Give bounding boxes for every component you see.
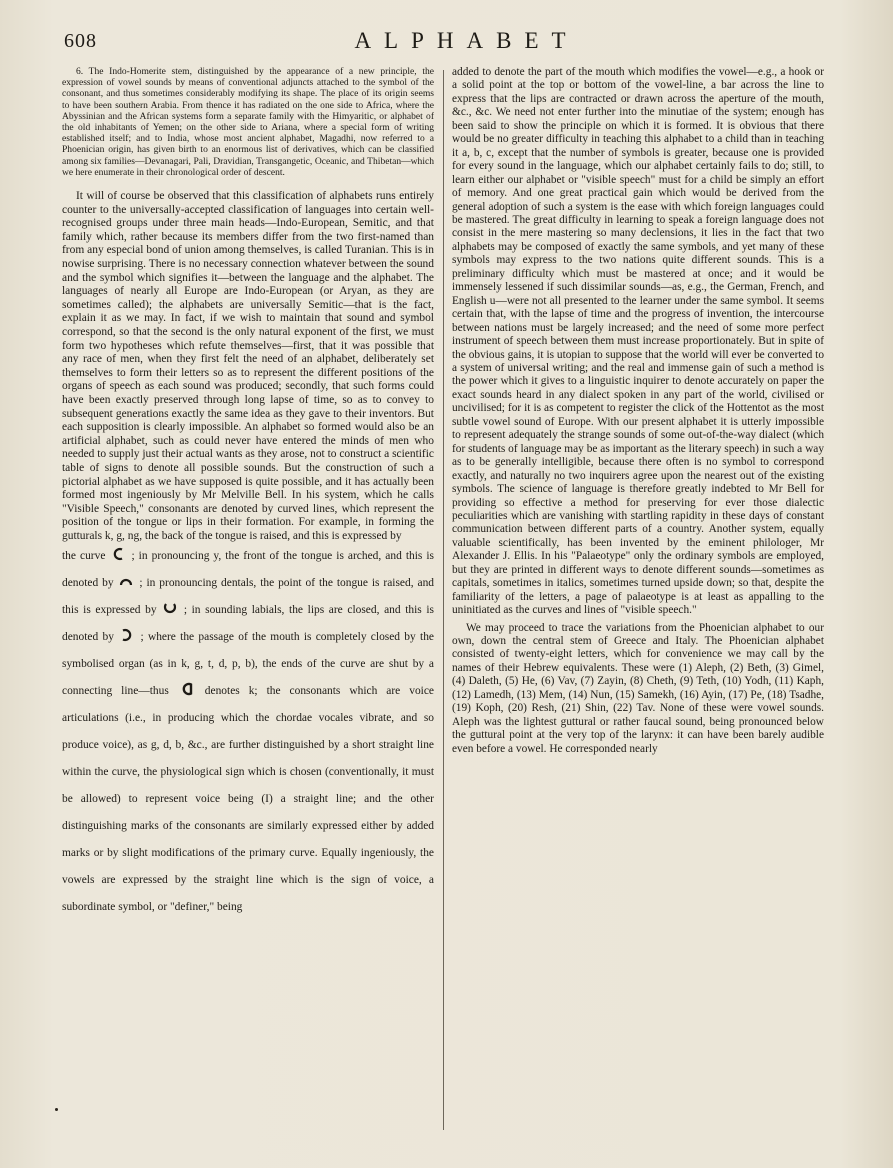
column-divider <box>443 70 444 1130</box>
text-segment: ; in sounding labials, the lips are closed, and this is denoted by <box>62 604 434 644</box>
text-segment: ; in pronouncing dentals, the point of the tongue is raised, and this is expressed by <box>62 577 434 617</box>
body-paragraph: We may proceed to trace the variations from the Phoenician alphabet to our own, down the central stem of Greece and Italy. The Phoenician alphabet consisted of twenty-eight letters, which for convenience we may call by the names of their Hebrew equivalents. These were (1) Aleph, (2) Beth, (3) Gimel, (4) Daleth, (5) He, (6) Vav, (7) Zayin, (8) Cheth, (9) Teth, (10) Yodh, (11) Kaph, (12) Lamedh, (13) Mem, (14) Nun, (15) Samekh, (16) Ayin, (17) Pe, (18) Tsadhe, (19) Koph, (20) Resh, (21) Shin, (22) Tav. None of these were vowel sounds. Aleph was the lightest guttural or rather faucal sound, being pronounced below the guttural point at the very top of the larynx: it can have been barely audible even before a vowel. He corresponded nearly <box>452 621 824 755</box>
body-paragraph: added to denote the part of the mouth which modifies the vowel—e.g., a hook or a solid point at the top or bottom of the vowel-line, a bar across the line to express that the lips are contracted or drawn across the aperture of the mouth, &c., &c. We need not enter further into the minutiae of the system; enough has been said to show the principle on which it is formed. It is obvious that there would be no greater difficulty in teaching this alphabet to a child than in teaching it a, b, c, except that the number of symbols is greater, because one is provided for every sound in the language, which our alphabet certainly fails to do; still, to learn either our alphabet or "visible speech" must for a child be simply an effort of memory. And one great practical gain which would be derived from the general adoption of such a system is the ease with which foreign languages could be mastered. The great difficulty in learning to speak a foreign language does not consist in the mere mastering so many declensions, it lies in the fact that two alphabets may be composed of exactly the same symbols, and yet many of these symbols may express to the two nations quite different sounds. This is a preliminary difficulty which must be mastered at once; and it would be immensely lessened if such dissimilar sounds—as, e.g., the German, French, and English u—were not all presented to the learner under the same symbol. It seems certain that, with the lapse of time and the progress of invention, the intercourse between nations must be largely increased; and the need of some more perfect instrument of speech between them must increase proportionately. But in spite of the obvious gains, it is utopian to suppose that the world will ever be converted to a system of universal writing; and the real and immense gain of such a method is the power which it gives to a linguistic inquirer to denote accurately on paper the exact sounds heard in any dialect spoken in any part of the world, civilised or uncivilised; for it is as competent to register the click of the Hottentot as the most subtle vowel sound of Europe. With our present alphabet it is utterly impossible to represent adequately the strange sounds of some out-of-the-way dialect (which for students of language may be as important as the literary speech) in such a way as to be generally intelligible, because there often is no symbol to correspond exactly, and naturally no two inquirers agree upon the nearest out of the existing symbols. The science of language is therefore greatly indebted to Mr Bell for providing so effective a method for preserving for ever those dialectic peculiarities which are vanishing with startling rapidity in these days of constant communication between different parts of a country. Another system, equally valuable scientifically, has been invented by the eminent philologer, Mr Alexander J. Ellis. In his "Palaeotype" only the ordinary symbols are employed, but they are printed in different ways to denote different sounds—sometimes as capitals, sometimes in italics, sometimes turned upside down; so that, despite the familiarity of the letters, a page of palaeotype is at least as appalling to the uninitiated as the curves and lines of "visible speech." <box>452 66 824 617</box>
left-column <box>62 66 434 1136</box>
text-segment: denotes k; the consonants which are voice articulations (i.e., in producing which the chordae vocales vibrate, and so produce voice), as g, d, b, &c., are further distinguished by a short straight line within the curve, the physiological sign which is chosen (conventionally, it must be allowed) to represent voice being (I) a straight line; and the other distinguishing marks of the consonants are similarly expressed either by added marks or by slight modifications of the primary curve. Equally ingeniously, the vowels are expressed by the straight line which is the sign of voice, a subordinate symbol, or "definer," being <box>62 685 434 914</box>
body-paragraph: It will of course be observed that this classification of alphabets runs entirely counter to the universally-accepted classification of languages into certain well-recognised groups under three main heads—Indo-European, Semitic, and that family which, rather because its members differ from the two first-named than from any especial bond of union among themselves, is called Turanian. This is in nowise surprising. There is no necessary connection whatever between the sound and the symbol which signifies it—between the language and the alphabet. The languages of nearly all Europe are Indo-European (or Aryan, as they are sometimes called); the alphabets are universally Semitic—that is the fact, explain it as we may. In fact, if we wish to maintain that sound and symbol correspond, so that the second is the only natural exponent of the first, we must form two hypotheses which refute themselves—first, that it was possible that any race of men, when they first felt the need of an alphabet, deliberately set themselves to form their letters so as to represent the different positions of the organs of speech as each sound was produced; secondly, that such forms could have been exactly preserved through long lapse of time, so as to convey to subsequent generations exactly the same idea as they gave to their inventors. But each supposition is clearly impossible. An alphabet so formed would also be an artificial alphabet, such as could never have entered the minds of men who needed to supply just their actual wants as they arose, not to construct a scientific table of signs to denote all possible sounds. But the construction of such a pictorial alphabet as we have supposed is quite possible, and it has actually been formed most ingeniously by Mr Melville Bell. In his system, which he calls "Visible Speech," consonants are denoted by curved lines, which represent the position of the tongue or lips in their formation. For example, in forming the gutturals k, g, ng, the back of the tongue is raised, and this is expressed by <box>62 190 434 542</box>
back-curve-symbol-icon <box>111 547 125 561</box>
closed-curve-symbol-icon <box>180 682 194 696</box>
right-column <box>452 66 824 1136</box>
front-arch-symbol-icon <box>119 574 133 588</box>
small-print-paragraph: 6. The Indo-Homerite stem, distinguished by the appearance of a new principle, the expression of vowel sounds by means of conventional adjuncts attached to the symbol of the consonant, and thus sometimes considerably modifying its shape. The place of its origin seems to have been southern Arabia. From thence it has radiated on the one side to Africa, where the Abyssinian and the African systems form a separate family with the Himyaritic, or alphabet of the old inhabitants of Yemen; on the other side to Ariana, where a special form of writing established itself; and to India, whose most ancient alphabet, Magadhi, now referred to a Phoenician origin, has given birth to an enormous list of derivatives, which can be classified among six families—Devanagari, Pali, Dravidian, Transgangetic, Oceanic, and Thibetan—which we here enumerate in their chronological order of descent. <box>62 66 434 178</box>
page-number: 608 <box>64 30 97 52</box>
text-segment: the curve <box>62 550 106 563</box>
lips-curve-symbol-icon <box>120 628 134 642</box>
text-segment: ; in pronouncing y, the front of the tongue is arched, and this is denoted by <box>62 550 434 590</box>
point-curve-symbol-icon <box>163 601 177 615</box>
running-title: ALPHABET <box>354 28 579 53</box>
text-segment: ; where the passage of the mouth is completely closed by the symbolised organ (as in k, g, t, d, p, b), the ends of the curve are shut by a connecting line—thus <box>62 631 434 698</box>
visible-speech-paragraph <box>62 543 434 921</box>
ink-speck <box>55 1108 58 1111</box>
